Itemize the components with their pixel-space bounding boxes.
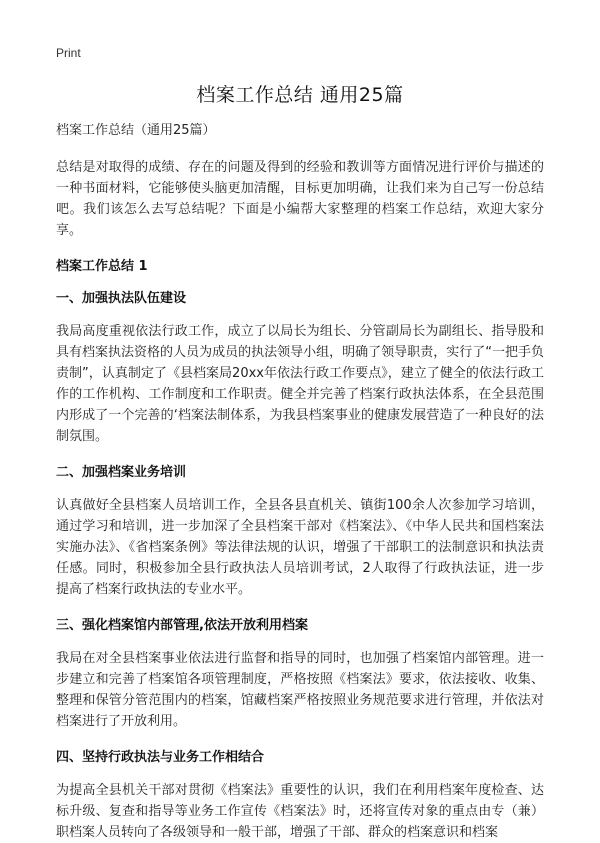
section-heading-3: 三、强化档案馆内部管理,依法开放利用档案 bbox=[56, 618, 308, 633]
section-heading-4: 四、坚持行政执法与业务工作相结合 bbox=[56, 750, 265, 765]
section-heading-1: 一、加强执法队伍建设 bbox=[56, 291, 187, 306]
section-body-1: 我局高度重视依法行政工作，成立了以局长为组长、分管副局长为副组长、指导股和具有档案执法资格的人员为成员的执法领导小组，明确了领导职责，实行了“一把手负责制”，认真制定了《县档案局20xx年依法行政工作要点》，建立了健全的依法行政工作的工作机构、工作制度和工作职责。健全并完善了档案行政执法体系，在全县范围内形成了一个完善的‘档案法制体系，为我县档案事业的健康发展营造了一种良好的法制氛围。 bbox=[56, 324, 544, 444]
section-body-3: 我局在对全县档案事业依法进行监督和指导的同时，也加强了档案馆内部管理。进一步建立和完善了档案馆各项管理制度，严格按照《档案法》要求，依法接收、收集、整理和保管分管范围内的档案，馆藏档案严格按照业务规范要求进行管理，并依法对档案进行了开放利用。 bbox=[56, 651, 544, 729]
document-subtitle: 档案工作总结（通用25篇） bbox=[56, 123, 216, 138]
article-heading: 档案工作总结 1 bbox=[56, 259, 148, 274]
section-body-4: 为提高全县机关干部对贯彻《档案法》重要性的认识，我们在利用档案年度检查、达标升级、复查和指导等业务工作宣传《档案法》时，还将宣传对象的重点由专（兼）职档案人员转向了各级领导和一般干部，增强了干部、群众的档案意识和档案 bbox=[56, 783, 544, 840]
page-title: 档案工作总结 通用25篇 bbox=[196, 84, 404, 106]
print-link[interactable]: Print bbox=[56, 46, 81, 60]
section-heading-2: 二、加强档案业务培训 bbox=[56, 465, 187, 480]
section-body-2: 认真做好全县档案人员培训工作，全县各县直机关、镇街100余人次参加学习培训，通过学习和培训，进一步加深了全县档案干部对《档案法》、《中华人民共和国档案法实施办法》、《省档案条例》等法律法规的认识，增强了干部职工的法制意识和执法责任感。同时，积极参加全县行政执法人员培训考试，2人取得了行政执法证，进一步提高了档案行政执法的专业水平。 bbox=[56, 498, 544, 597]
intro-paragraph: 总结是对取得的成绩、存在的问题及得到的经验和教训等方面情况进行评价与描述的一种书面材料，它能够使头脑更加清醒，目标更加明确，让我们来为自己写一份总结吧。我们该怎么去写总结呢？下面是小编帮大家整理的档案工作总结，欢迎大家分享。 bbox=[56, 160, 544, 238]
document-body bbox=[56, 121, 544, 843]
